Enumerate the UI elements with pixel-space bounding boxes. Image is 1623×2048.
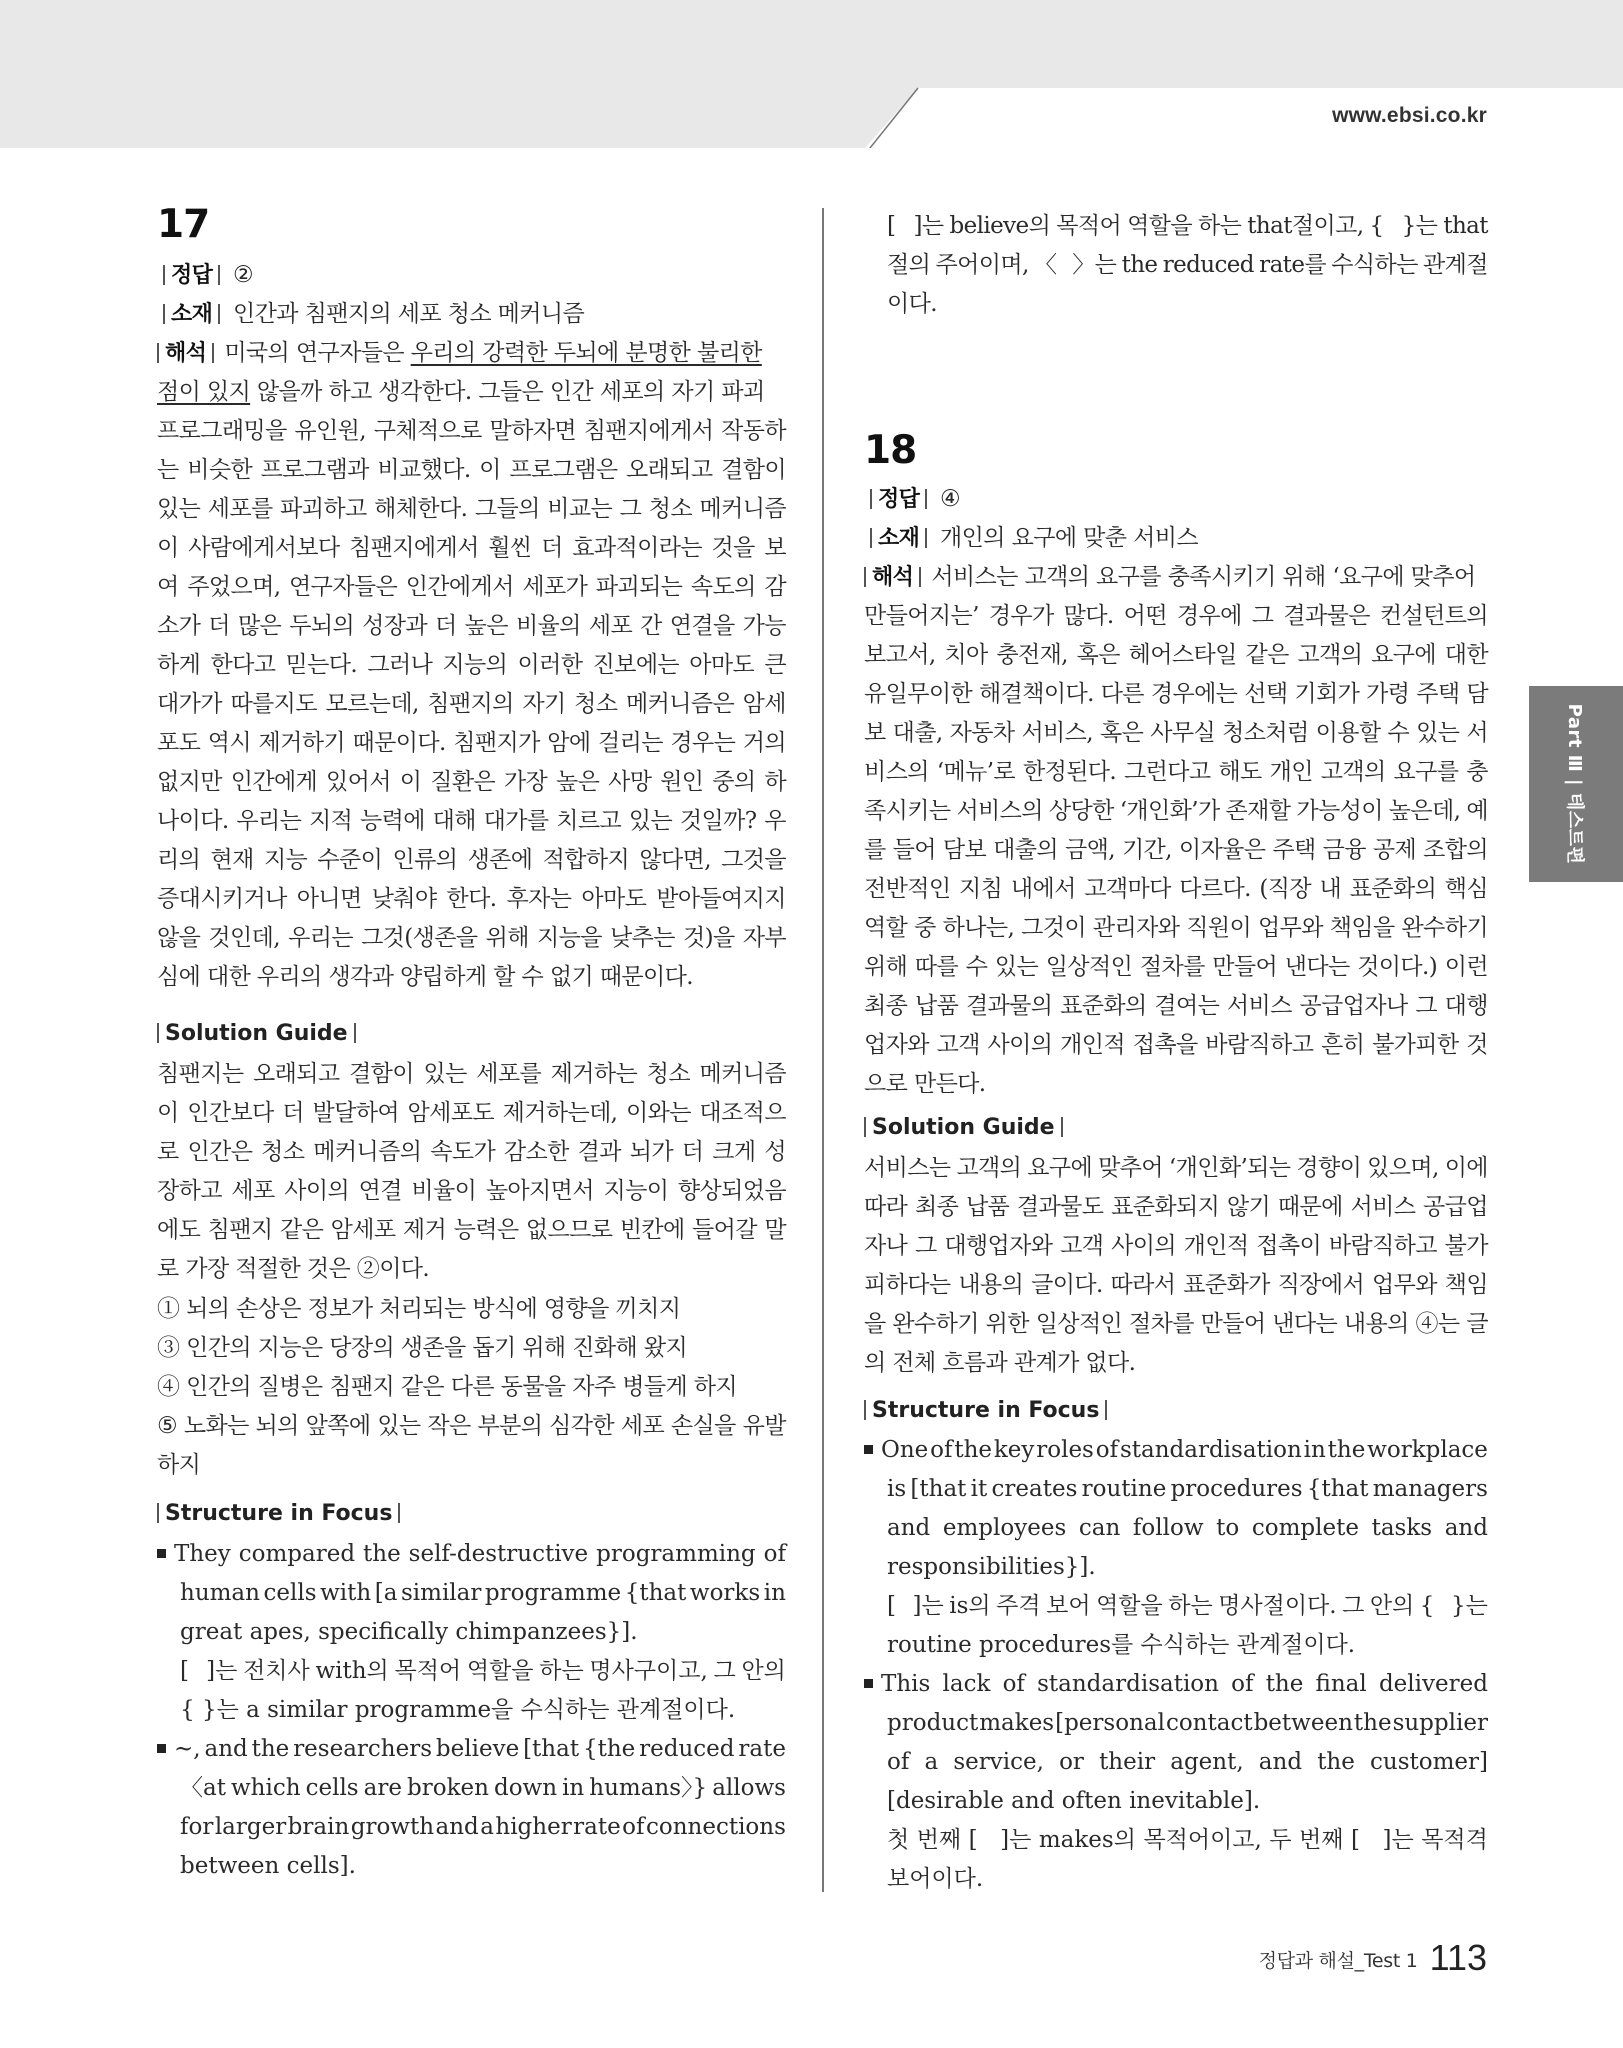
interp-line-0: 해석 미국의 연구자들은 우리의 강력한 두뇌에 분명한 불리한 — [157, 334, 786, 373]
interp-line-3: 유일무이한 해결책이다. 다른 경우에는 선택 기회가 가령 주택 담 — [864, 681, 1488, 707]
guide-line-1: 따라 최종 납품 결과물도 표준화되지 않기 때문에 서비스 공급업 — [864, 1194, 1488, 1220]
question-number: 17 — [157, 202, 210, 247]
interp-line-12: 나이다. 우리는 지적 능력에 대해 대가를 치르고 있는 것일까? 우 — [157, 808, 786, 834]
guide-line-1: 이 인간보다 더 발달하여 암세포도 제거하는데, 이와는 대조적으 — [157, 1100, 786, 1126]
structure-line-7: product makes [personal contact between the supplier — [887, 1710, 1488, 1736]
interp-line-8: 하게 한다고 믿는다. 그러나 지능의 이러한 진보에는 아마도 큰 — [157, 652, 786, 678]
interp-line-8: 전반적인 지침 내에서 고객마다 다르다. (직장 내 표준화의 핵심 — [864, 876, 1488, 902]
option-line-1: ③ 인간의 지능은 당장의 생존을 돕기 위해 진화해 왔지 — [157, 1335, 688, 1361]
structure-line-6: 〈at which cells are broken down in humans〉} allows — [180, 1775, 786, 1801]
interp-line-6: 족시키는 서비스의 상당한 ‘개인화’가 존재할 가능성이 높은데, 예 — [864, 798, 1488, 824]
structure-line-4: { }는 a similar programme을 수식하는 관계절이다. — [180, 1697, 736, 1723]
topic-text: 개인의 요구에 맞춘 서비스 — [940, 525, 1198, 551]
interp-line-2: 보고서, 치아 충전재, 혹은 헤어스타일 같은 고객의 요구에 대한 — [864, 642, 1488, 668]
interp-line-3: 는 비슷한 프로그램과 비교했다. 이 프로그램은 오래되고 결함이 — [157, 457, 786, 483]
structure-title-18: Structure in Focus — [864, 1395, 1113, 1427]
structure-line-3: responsibilities}]. — [887, 1554, 1096, 1580]
answer-value: ④ — [940, 486, 961, 512]
guide-line-4: 을 완수하기 위한 일상적인 절차를 만들어 낸다는 내용의 ④는 글 — [864, 1311, 1488, 1337]
interp-line-13: 리의 현재 지능 수준이 인류의 생존에 적합하지 않다면, 그것을 — [157, 847, 786, 873]
interp-line-11: 없지만 인간에게 있어서 이 질환은 가장 높은 사망 원인 중의 하 — [157, 769, 786, 795]
guide-line-2: 로 인간은 청소 메커니즘의 속도가 감소한 결과 뇌가 더 크게 성 — [157, 1139, 786, 1165]
option-line-3: ⑤ 노화는 뇌의 앞쪽에 있는 작은 부분의 심각한 세포 손실을 유발 — [157, 1413, 786, 1439]
structure-line-10: 첫 번째 [ ]는 makes의 목적어이고, 두 번째 [ ]는 목적격 — [887, 1827, 1488, 1853]
interp-label: 해석 — [872, 565, 914, 590]
question-number: 18 — [864, 428, 917, 473]
interp-line-5: 이 사람에게서보다 침팬지에게서 훨씬 더 효과적이라는 것을 보 — [157, 535, 786, 561]
structure-line-8: between cells]. — [180, 1853, 356, 1879]
part-side-tab[interactable] — [1529, 686, 1623, 882]
structure-line-8: of a service, or their agent, and the customer] — [887, 1749, 1488, 1775]
structure-line-1: is [that it creates routine procedures {that managers — [887, 1476, 1488, 1502]
topic-row — [864, 519, 1198, 558]
guide-line-0: 침팬지는 오래되고 결함이 있는 세포를 제거하는 청소 메커니즘 — [157, 1061, 786, 1087]
answer-value: ② — [233, 262, 254, 288]
interp-line-10: 포도 역시 제거하기 때문이다. 침팬지가 암에 걸리는 경우는 거의 — [157, 730, 786, 756]
interp-line-1: 점이 있지 않을까 하고 생각한다. 그들은 인간 세포의 자기 파괴 — [157, 373, 786, 412]
page-footer — [1259, 1937, 1487, 1979]
interp-line-9: 대가가 따를지도 모르는데, 침팬지의 자기 청소 메커니즘은 암세 — [157, 691, 786, 717]
page-number: 113 — [1429, 1937, 1487, 1978]
interp-line-2: 프로그래밍을 유인원, 구체적으로 말하자면 침팬지에게서 작동하 — [157, 418, 786, 444]
structure-line-1: human cells with [a similar programme {that works in — [180, 1580, 786, 1606]
interp-line-5: 비스의 ‘메뉴’로 한정된다. 그런다고 해도 개인 고객의 요구를 충 — [864, 759, 1488, 785]
answer-row — [157, 256, 253, 295]
structure-line-0: They compared the self-destructive programming of — [157, 1535, 786, 1574]
interp-line-7: 를 들어 담보 대출의 금액, 기간, 이자율은 주택 금융 공제 조합의 — [864, 837, 1488, 863]
topic-label: 소재 — [878, 526, 920, 551]
option-line-0: ① 뇌의 손상은 정보가 처리되는 방식에 영향을 끼치지 — [157, 1296, 681, 1322]
guide-line-2: 자나 그 대행업자와 고객 사이의 개인적 접촉이 바람직하고 불가 — [864, 1233, 1488, 1259]
interp-line-12: 업자와 고객 사이의 개인적 접촉을 바람직하고 흔히 불가피한 것 — [864, 1032, 1488, 1058]
structure-cont-line-2: 이다. — [887, 291, 937, 317]
interp-line-13: 으로 만든다. — [864, 1071, 986, 1097]
guide-line-5: 의 전체 흐름과 관계가 없다. — [864, 1350, 1136, 1376]
underlined-blank-answer-cont: 점이 있지 — [157, 379, 251, 405]
topic-label: 소재 — [171, 302, 213, 327]
guide-line-4: 에도 침팬지 같은 암세포 제거 능력은 없으므로 빈칸에 들어갈 말 — [157, 1217, 786, 1243]
answer-label: 정답 — [878, 487, 920, 512]
structure-line-11: 보어이다. — [887, 1866, 984, 1892]
interp-line-7: 소가 더 많은 두뇌의 성장과 더 높은 비율의 세포 간 연결을 가능 — [157, 613, 786, 639]
interp-line-4: 있는 세포를 파괴하고 해체한다. 그들의 비교는 그 청소 메커니즘 — [157, 496, 786, 522]
structure-line-2: and employees can follow to complete tasks and — [887, 1515, 1488, 1541]
structure-line-5: routine procedures를 수식하는 관계절이다. — [887, 1632, 1356, 1658]
topic-row — [157, 295, 584, 334]
interp-line-0: 해석 서비스는 고객의 요구를 충족시키기 위해 ‘요구에 맞추어 — [864, 558, 1488, 597]
structure-cont-line-1: 절의 주어이며, 〈 〉는 the reduced rate를 수식하는 관계절 — [887, 252, 1488, 278]
solution-guide-title-17: Solution Guide — [157, 1018, 362, 1050]
interp-line-9: 역할 중 하나는, 그것이 관리자와 직원이 업무와 책임을 완수하기 — [864, 915, 1488, 941]
solution-guide-title-18: Solution Guide — [864, 1112, 1069, 1144]
structure-line-5: ~, and the researchers believe [that {the reduced rate — [157, 1730, 786, 1769]
interp-line-10: 위해 따를 수 있는 일상적인 절차를 만들어 낸다는 것이다.) 이런 — [864, 954, 1488, 980]
footer-label: 정답과 해설_Test 1 — [1258, 1950, 1418, 1972]
column-divider — [822, 208, 824, 1892]
option-line-4: 하지 — [157, 1452, 201, 1478]
structure-line-9: [desirable and often inevitable]. — [887, 1788, 1261, 1814]
structure-line-0: One of the key roles of standardisation in the workplace — [864, 1431, 1488, 1470]
answer-label: 정답 — [171, 263, 213, 288]
interp-line-4: 보 대출, 자동차 서비스, 혹은 사무실 청소처럼 이용할 수 있는 서 — [864, 720, 1488, 746]
interp-line-11: 최종 납품 결과물의 표준화의 결여는 서비스 공급업자나 그 대행 — [864, 993, 1488, 1019]
structure-line-4: [ ]는 is의 주격 보어 역할을 하는 명사절이다. 그 안의 { }는 — [887, 1593, 1488, 1619]
interp-line-1: 만들어지는’ 경우가 많다. 어떤 경우에 그 결과물은 컨설턴트의 — [864, 603, 1488, 629]
structure-line-3: [ ]는 전치사 with의 목적어 역할을 하는 명사구이고, 그 안의 — [180, 1658, 786, 1684]
structure-line-6: This lack of standardisation of the final delivered — [864, 1665, 1488, 1704]
interp-line-14: 증대시키거나 아니면 낮춰야 한다. 후자는 아마도 받아들여지지 — [157, 886, 786, 912]
interp-line-6: 여 주었으며, 연구자들은 인간에게서 세포가 파괴되는 속도의 감 — [157, 574, 786, 600]
guide-line-0: 서비스는 고객의 요구에 맞추어 ‘개인화’되는 경향이 있으며, 이에 — [864, 1155, 1488, 1181]
interp-line-16: 심에 대한 우리의 생각과 양립하게 할 수 없기 때문이다. — [157, 964, 693, 990]
structure-title-17: Structure in Focus — [157, 1498, 406, 1530]
interp-label: 해석 — [165, 341, 207, 366]
interp-line-15: 않을 것인데, 우리는 그것(생존을 위해 지능을 낮추는 것)을 자부 — [157, 925, 786, 951]
structure-line-7: for larger brain growth and a higher rate of connections — [180, 1814, 786, 1840]
side-tab-label: Part Ⅲ | 테스트편 — [1564, 703, 1585, 865]
structure-line-2: great apes, specifically chimpanzees}]. — [180, 1619, 638, 1645]
guide-line-5: 로 가장 적절한 것은 ②이다. — [157, 1256, 430, 1282]
topic-text: 인간과 침팬지의 세포 청소 메커니즘 — [233, 301, 585, 327]
option-line-2: ④ 인간의 질병은 침팬지 같은 다른 동물을 자주 병들게 하지 — [157, 1374, 738, 1400]
site-url[interactable]: www.ebsi.co.kr — [1332, 104, 1487, 127]
underlined-blank-answer: 우리의 강력한 두뇌에 분명한 불리한 — [410, 340, 762, 366]
guide-line-3: 장하고 세포 사이의 연결 비율이 높아지면서 지능이 향상되었음 — [157, 1178, 786, 1204]
structure-cont-line-0: [ ]는 believe의 목적어 역할을 하는 that절이고, { }는 that — [887, 213, 1488, 239]
guide-line-3: 피하다는 내용의 글이다. 따라서 표준화가 직장에서 업무와 책임 — [864, 1272, 1488, 1298]
answer-row — [864, 480, 960, 519]
